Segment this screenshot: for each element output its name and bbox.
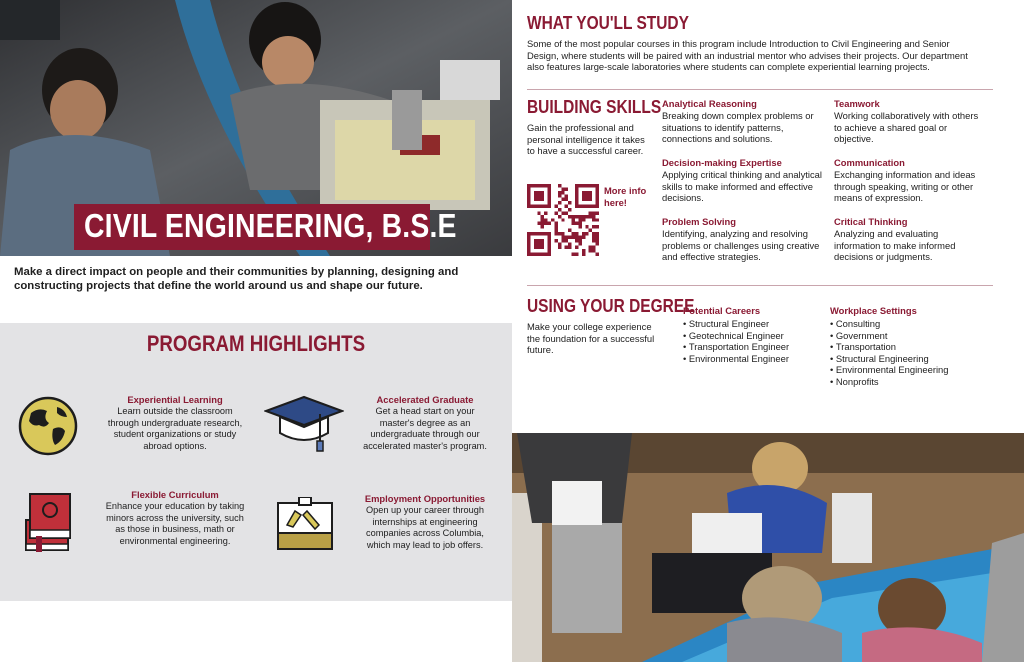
what-youll-study-title: WHAT YOU'LL STUDY xyxy=(527,13,689,33)
list-item: • Nonprofits xyxy=(830,376,980,388)
qr-code[interactable] xyxy=(527,184,599,256)
skill-critical-thinking: Critical Thinking Analyzing and evaluating information to make informed decisions or judgments. xyxy=(834,216,956,263)
divider xyxy=(527,285,993,286)
books-icon xyxy=(22,490,74,561)
building-skills-intro: Gain the professional and personal intelligence it takes to have a successful career. xyxy=(527,122,645,157)
program-highlights-panel xyxy=(0,323,512,601)
program-highlights-title: PROGRAM HIGHLIGHTS xyxy=(146,331,366,356)
skill-analytical-reasoning: Analytical Reasoning Breaking down complex problems or situations to identify patterns, connections and solutions. xyxy=(662,98,814,145)
skill-teamwork: Teamwork Working collaboratively with others to achieve a shared goal or objective. xyxy=(834,98,979,145)
globe-icon xyxy=(17,395,79,462)
highlight-experiential-learning: Experiential Learning Learn outside the classroom through undergraduate research, student organizations or study abroad options. xyxy=(107,394,243,451)
building-skills-title: BUILDING SKILLS xyxy=(527,97,662,117)
skill-problem-solving: Problem Solving Identifying, analyzing and resolving problems or challenges using creative and effective strategies. xyxy=(662,216,820,263)
using-your-degree-title: USING YOUR DEGREE xyxy=(527,296,695,316)
highlight-flexible-curriculum: Flexible Curriculum Enhance your education by taking minors across the university, such as those in business, math or environmental engineering. xyxy=(105,489,245,546)
list-item: • Structural Engineering xyxy=(830,353,980,365)
toolbox-icon xyxy=(275,497,335,558)
lab-photo-illustration xyxy=(512,433,1024,662)
list-item: • Transportation Engineer xyxy=(683,341,823,353)
list-item: • Geotechnical Engineer xyxy=(683,330,823,342)
list-item: • Transportation xyxy=(830,341,980,353)
lab-photo xyxy=(512,433,1024,662)
skill-communication: Communication Exchanging information and ideas through speaking, writing or other means of expression. xyxy=(834,157,976,204)
using-your-degree-intro: Make your college experience the foundation for a successful future. xyxy=(527,321,655,356)
highlight-employment-opportunities: Employment Opportunities Open up your career through internships at engineering companies across Columbia, which may lead to job offers. xyxy=(364,493,486,550)
list-item: • Structural Engineer xyxy=(683,318,823,330)
potential-careers: Potential Careers • Structural Engineer • Geotechnical Engineer • Transportation Engineer • Environmental Engineer xyxy=(683,305,823,364)
divider xyxy=(527,89,993,90)
list-item: • Environmental Engineering xyxy=(830,364,980,376)
workplace-settings: Workplace Settings • Consulting • Government • Transportation • Structural Engineering • Environmental Engineering • Nonprofits xyxy=(830,305,980,388)
page-title: CIVIL ENGINEERING, B.S.E xyxy=(84,207,457,244)
graduation-cap-icon xyxy=(264,393,344,460)
qr-code-graphic xyxy=(527,184,599,256)
list-item: • Government xyxy=(830,330,980,342)
list-item: • Consulting xyxy=(830,318,980,330)
skill-decision-making: Decision-making Expertise Applying critical thinking and analytical skills to make informed and effective decisions. xyxy=(662,157,822,204)
highlight-accelerated-graduate: Accelerated Graduate Get a head start on your master's degree as an undergraduate through our accelerated master's program. xyxy=(363,394,487,451)
what-youll-study-text: Some of the most popular courses in this program include Introduction to Civil Engineering and Senior Design, where students will be paired with an industrial mentor who advises their projects. Our department also features large-scale laboratories where students can complete experiential learning projects. xyxy=(527,38,968,73)
qr-label: More info here! xyxy=(604,185,647,208)
intro-text: Make a direct impact on people and their communities by planning, designing and constructing projects that define the world around us and shape our future. xyxy=(14,266,459,292)
list-item: • Environmental Engineer xyxy=(683,353,823,365)
